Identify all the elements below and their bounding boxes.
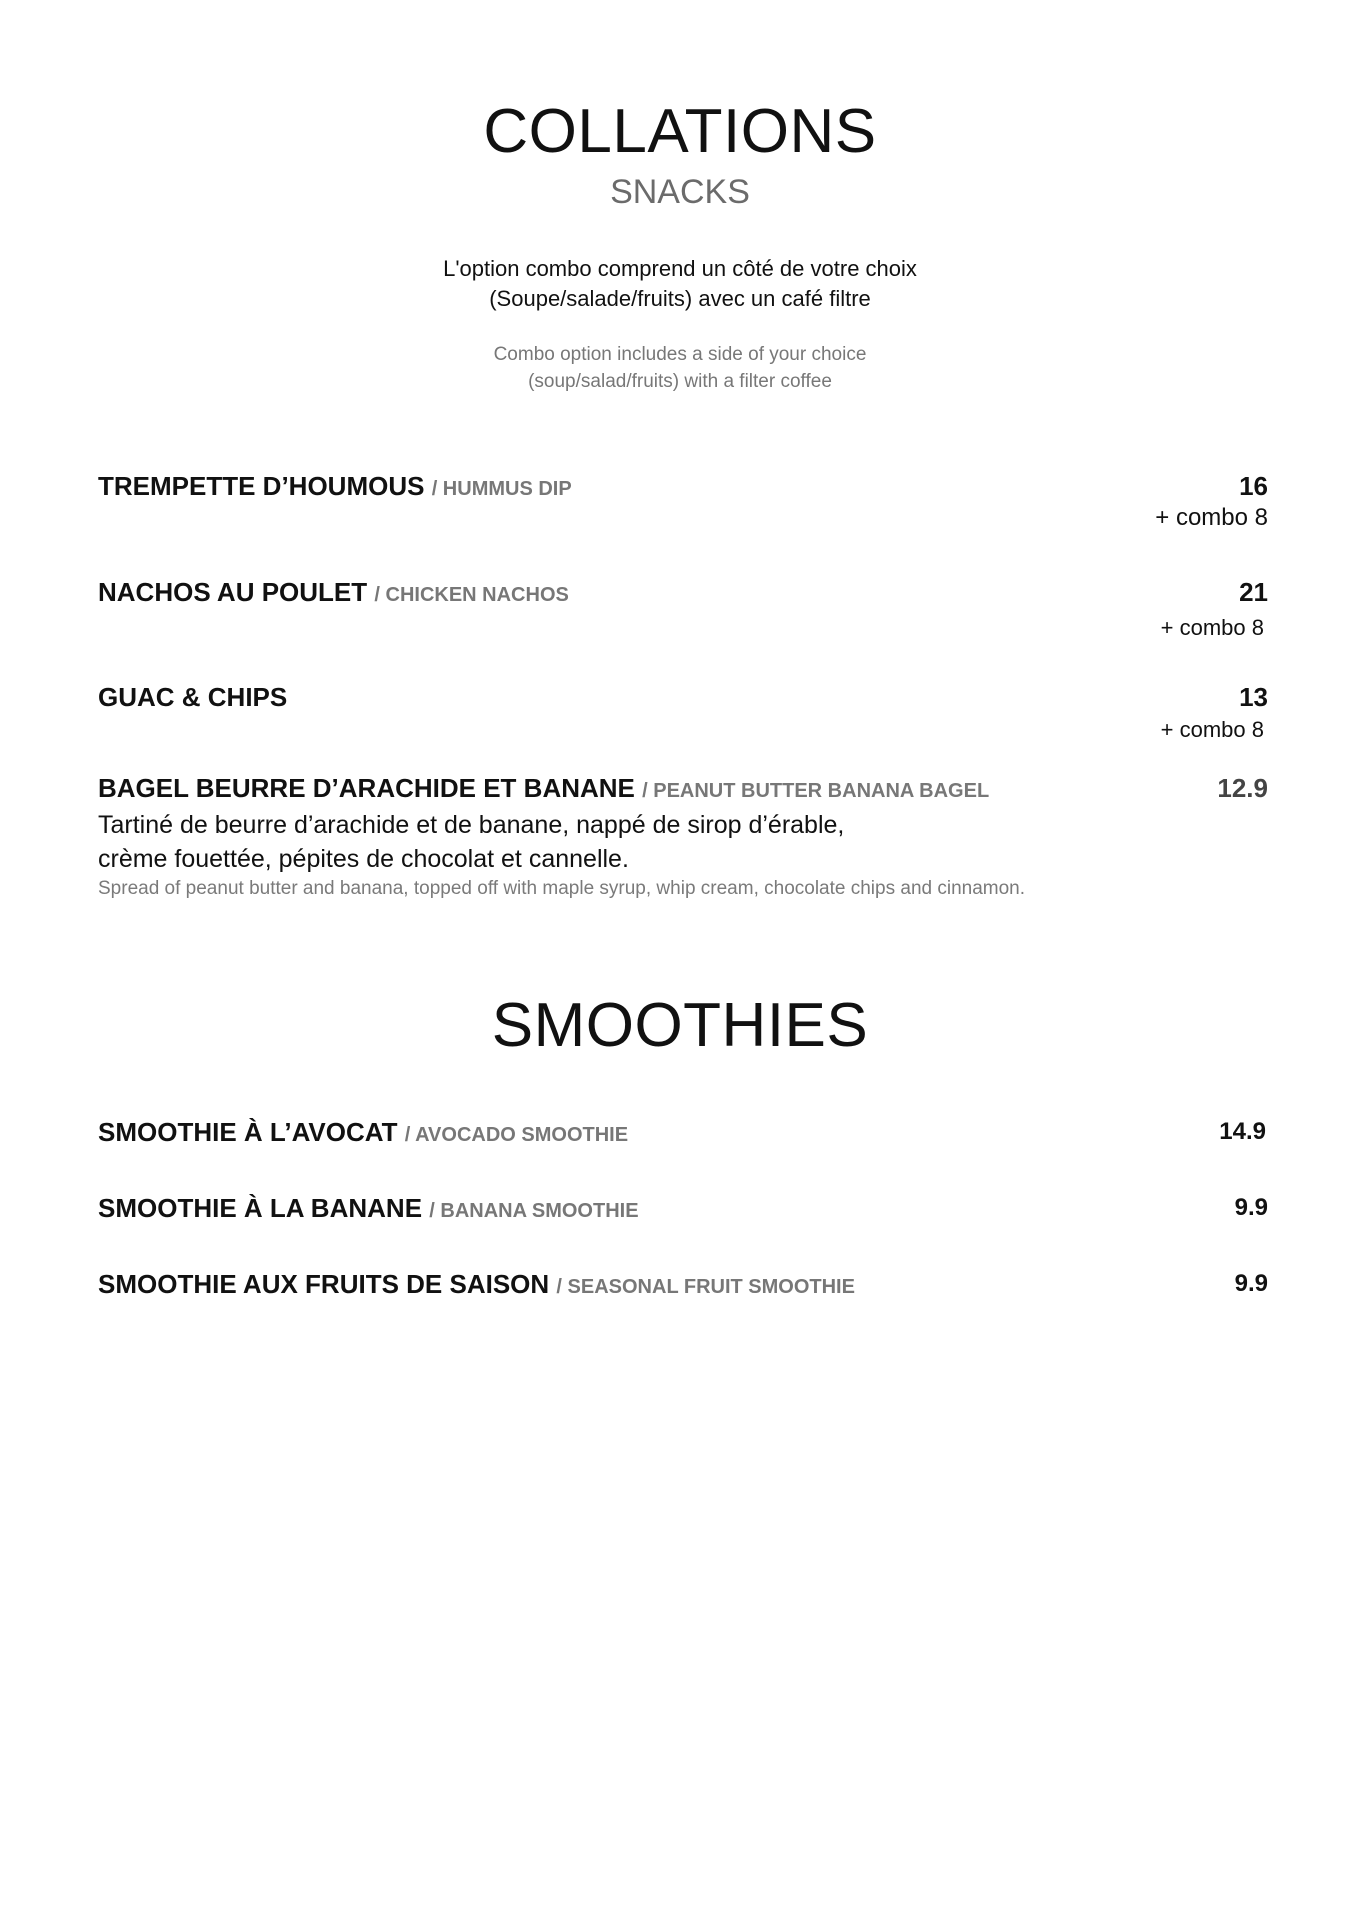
menu-item-name xyxy=(98,681,287,716)
menu-item-price: 9.9 xyxy=(1234,1194,1268,1221)
menu-item-name-fr: NACHOS AU POULET xyxy=(98,577,368,607)
combo-note-fr-line2: (Soupe/salade/fruits) avec un café filtre xyxy=(489,286,871,311)
menu-item-name-fr: SMOOTHIE À LA BANANE xyxy=(98,1193,423,1223)
menu-item-avocado-smoothie xyxy=(98,1116,1268,1152)
menu-item-description-fr xyxy=(98,808,998,876)
menu-item-name xyxy=(98,1268,855,1303)
menu-item-name xyxy=(98,772,989,807)
combo-note-fr-line1: L'option combo comprend un côté de votre choix xyxy=(443,256,917,281)
menu-item-name-en: / HUMMUS DIP xyxy=(431,478,572,500)
menu-item-price: 14.9 xyxy=(1219,1118,1266,1145)
menu-item-seasonal-fruit-smoothie xyxy=(98,1268,1268,1304)
menu-item-banana-smoothie xyxy=(98,1192,1268,1228)
menu-item-combo-price: + combo 8 xyxy=(1155,504,1268,531)
menu-item-hummus-dip xyxy=(98,470,1268,540)
menu-item-name-fr: SMOOTHIE À L’AVOCAT xyxy=(98,1117,398,1147)
menu-item-name-fr: TREMPETTE D’HOUMOUS xyxy=(98,471,425,501)
menu-item-peanut-butter-banana-bagel xyxy=(98,772,1268,902)
combo-note-en-line1: Combo option includes a side of your choice xyxy=(493,344,867,365)
menu-item-name-fr: BAGEL BEURRE D’ARACHIDE ET BANANE xyxy=(98,773,635,803)
menu-item-name-en: / CHICKEN NACHOS xyxy=(374,584,569,606)
section-title-smoothies: SMOOTHIES xyxy=(491,991,869,1060)
menu-item-price: 16 xyxy=(1239,471,1268,501)
menu-item-price: 21 xyxy=(1239,577,1268,607)
menu-item-name-en: / AVOCADO SMOOTHIE xyxy=(404,1124,629,1146)
menu-item-price: 9.9 xyxy=(1234,1270,1268,1297)
menu-item-name-en: / SEASONAL FRUIT SMOOTHIE xyxy=(556,1276,855,1298)
page-title: COLLATIONS xyxy=(483,97,877,166)
menu-item-name xyxy=(98,470,572,505)
page-subtitle: SNACKS xyxy=(610,173,750,211)
combo-note-en xyxy=(0,341,1360,395)
combo-note-en-line2: (soup/salad/fruits) with a filter coffee xyxy=(528,371,832,392)
menu-item-name-en: / PEANUT BUTTER BANANA BAGEL xyxy=(642,780,990,802)
menu-item-name-fr: GUAC & CHIPS xyxy=(98,682,288,712)
menu-item-name xyxy=(98,1192,639,1227)
menu-item-combo-price: + combo 8 xyxy=(1160,717,1264,742)
menu-item-chicken-nachos xyxy=(98,576,1268,646)
menu-item-name xyxy=(98,1116,628,1151)
menu-item-guac-chips xyxy=(98,681,1268,751)
menu-item-combo-price: + combo 8 xyxy=(1160,615,1264,640)
menu-item-name-fr: SMOOTHIE AUX FRUITS DE SAISON xyxy=(98,1269,550,1299)
combo-note-fr xyxy=(0,254,1360,314)
menu-item-description-en: Spread of peanut butter and banana, topped off with maple syrup, whip cream, chocolate chips and cinnamon. xyxy=(98,878,1026,899)
menu-item-name xyxy=(98,576,569,611)
menu-item-price: 13 xyxy=(1239,682,1268,712)
menu-item-description-fr-line1: Tartiné de beurre d’arachide et de banane, nappé de sirop d’érable, xyxy=(98,811,845,839)
menu-item-description-fr-line2: crème fouettée, pépites de chocolat et cannelle. xyxy=(98,845,629,873)
menu-item-price: 12.9 xyxy=(1217,773,1268,803)
menu-item-name-en: / BANANA SMOOTHIE xyxy=(429,1200,639,1222)
